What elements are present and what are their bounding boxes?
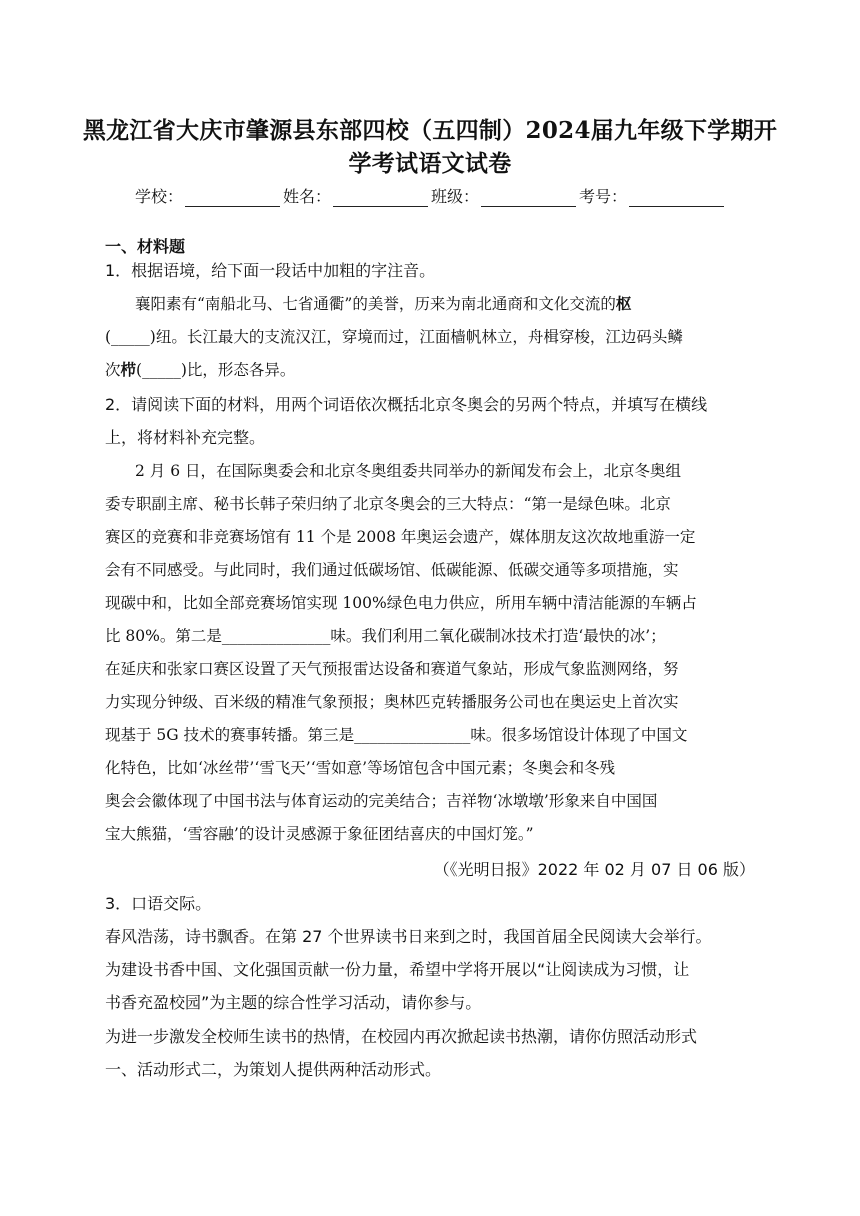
q2-material-line: 化特色，比如‘冰丝带’‘雪飞天’‘雪如意’等场馆包含中国元素；冬奥会和冬残 — [105, 759, 616, 777]
section-heading: 一、材料题 — [105, 237, 186, 256]
q1-passage-text: 襄阳素有“南船北马、七省通衢”的美誉，历来为南北通商和文化交流的 — [135, 295, 616, 313]
q2-stem: 2．请阅读下面的材料，用两个词语依次概括北京冬奥会的另两个特点，并填写在横线 — [105, 395, 708, 414]
q2-material-line: 现碳中和，比如全部竞赛场馆实现 100%绿色电力供应，所用车辆中清洁能源的车辆占 — [105, 594, 697, 612]
q2-material-line: 会有不同感受。与此同时，我们通过低碳场馆、低碳能源、低碳交通等多项措施，实 — [105, 561, 679, 579]
q3-text-line: 春风浩荡，诗书飘香。在第 27 个世界读书日来到之时，我国首届全民阅读大会举行。 — [105, 927, 712, 946]
q3-text-line: 一、活动形式二，为策划人提供两种活动形式。 — [105, 1060, 442, 1079]
q3-text-line: 为建设书香中国、文化强国贡献一份力量，希望中学将开展以“让阅读成为习惯，让 — [105, 960, 690, 979]
q2-material-line: 力实现分钟级、百米级的精准气象预报；奥林匹克转播服务公司也在奥运史上首次实 — [105, 693, 679, 711]
q1-stem: 1．根据语境，给下面一段话中加粗的字注音。 — [105, 261, 436, 280]
q2-material-line: 奥会会徽体现了中国书法与体育运动的完美结合；吉祥物‘冰墩墩’形象来自中国国 — [105, 792, 658, 810]
name-label: 姓名： — [283, 187, 332, 206]
school-label: 学校： — [135, 187, 184, 206]
student-info-row — [135, 184, 775, 207]
q2-stem: 上，将材料补充完整。 — [105, 428, 266, 447]
class-label: 班级： — [431, 187, 480, 206]
q3-stem: 3．口语交际。 — [105, 894, 212, 913]
q3-text-line: 为进一步激发全校师生读书的热情，在校园内再次掀起读书热潮，请你仿照活动形式 — [105, 1027, 698, 1046]
q1-passage-text: 次 — [105, 361, 121, 379]
q1-passage-line — [105, 360, 765, 380]
q1-passage-line: (_____)纽。长江最大的支流汉江，穿境而过，江面樯帆林立，舟楫穿梭，江边码头鳞 — [105, 328, 683, 346]
class-blank[interactable] — [481, 188, 576, 207]
q2-material-line: 比 80%。第二是______________味。我们利用二氧化碳制冰技术打造‘最快的冰’； — [105, 627, 666, 645]
exam-title-line1: 黑龙江省大庆市肇源县东部四校（五四制）2024届九年级下学期开 — [82, 117, 778, 144]
q2-material-line: 委专职副主席、秘书长韩子荣归纳了北京冬奥会的三大特点：“第一是绿色味。北京 — [105, 495, 671, 513]
q3-text-line: 书香充盈校园”为主题的综合性学习活动，请你参与。 — [105, 993, 482, 1012]
name-blank[interactable] — [333, 188, 428, 207]
school-blank[interactable] — [185, 188, 280, 207]
q1-passage-text: (_____)比，形态各异。 — [136, 361, 296, 379]
exam-number-label: 考号： — [579, 187, 628, 206]
q2-source: （《光明日报》2022 年 02 月 07 日 06 版） — [433, 860, 755, 879]
exam-number-blank[interactable] — [629, 188, 724, 207]
q1-passage-line — [135, 294, 765, 314]
q2-material-line: 宝大熊猫，‘雪容融’的设计灵感源于象征团结喜庆的中国灯笼。” — [105, 825, 534, 843]
q2-material-line: 赛区的竞赛和非竞赛场馆有 11 个是 2008 年奥运会遗产，媒体朋友这次故地重游一定 — [105, 528, 696, 546]
q1-bold-char: 枢 — [615, 294, 632, 313]
q2-material-line: 2 月 6 日，在国际奥委会和北京冬奥组委共同举办的新闻发布会上，北京冬奥组 — [135, 462, 682, 480]
q2-material-line: 在延庆和张家口赛区设置了天气预报雷达设备和赛道气象站，形成气象监测网络，努 — [105, 660, 679, 678]
q2-material-line: 现基于 5G 技术的赛事转播。第三是_______________味。很多场馆设计体现了中国文 — [105, 726, 688, 744]
q1-bold-char: 栉 — [120, 360, 137, 379]
exam-title-line2: 学考试语文试卷 — [348, 150, 512, 177]
